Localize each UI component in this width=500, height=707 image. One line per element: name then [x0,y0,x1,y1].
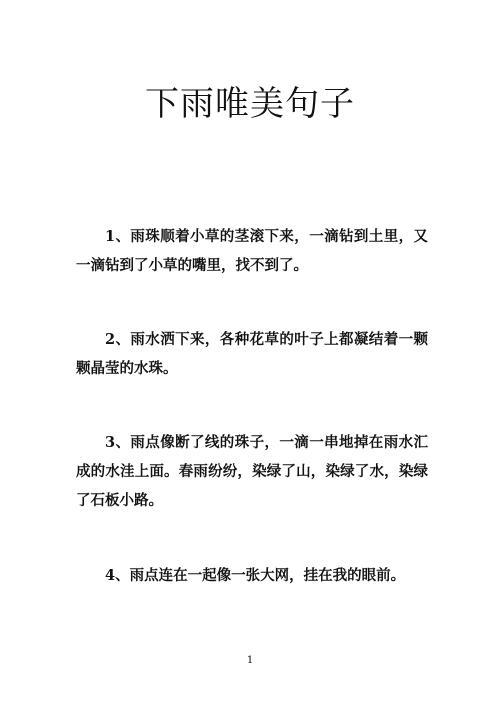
sentence-paragraph-2: 2、雨水洒下来，各种花草的叶子上都凝结着一颗颗晶莹的水珠。 [76,331,428,377]
sentence-paragraph-4: 4、雨点连在一起像一张大网，挂在我的眼前。 [105,567,406,584]
sentence-paragraph-1: 1、雨珠顺着小草的茎滚下来，一滴钻到土里，又一滴钻到了小草的嘴里，找不到了。 [76,228,428,274]
sentence-paragraph-3: 3、雨点像断了线的珠子，一滴一串地掉在雨水汇成的水洼上面。春雨纷纷，染绿了山，染绿了水，染绿了石板小路。 [76,434,428,509]
document-title: 下雨唯美句子 [145,84,355,124]
page-number: 1 [246,655,254,666]
